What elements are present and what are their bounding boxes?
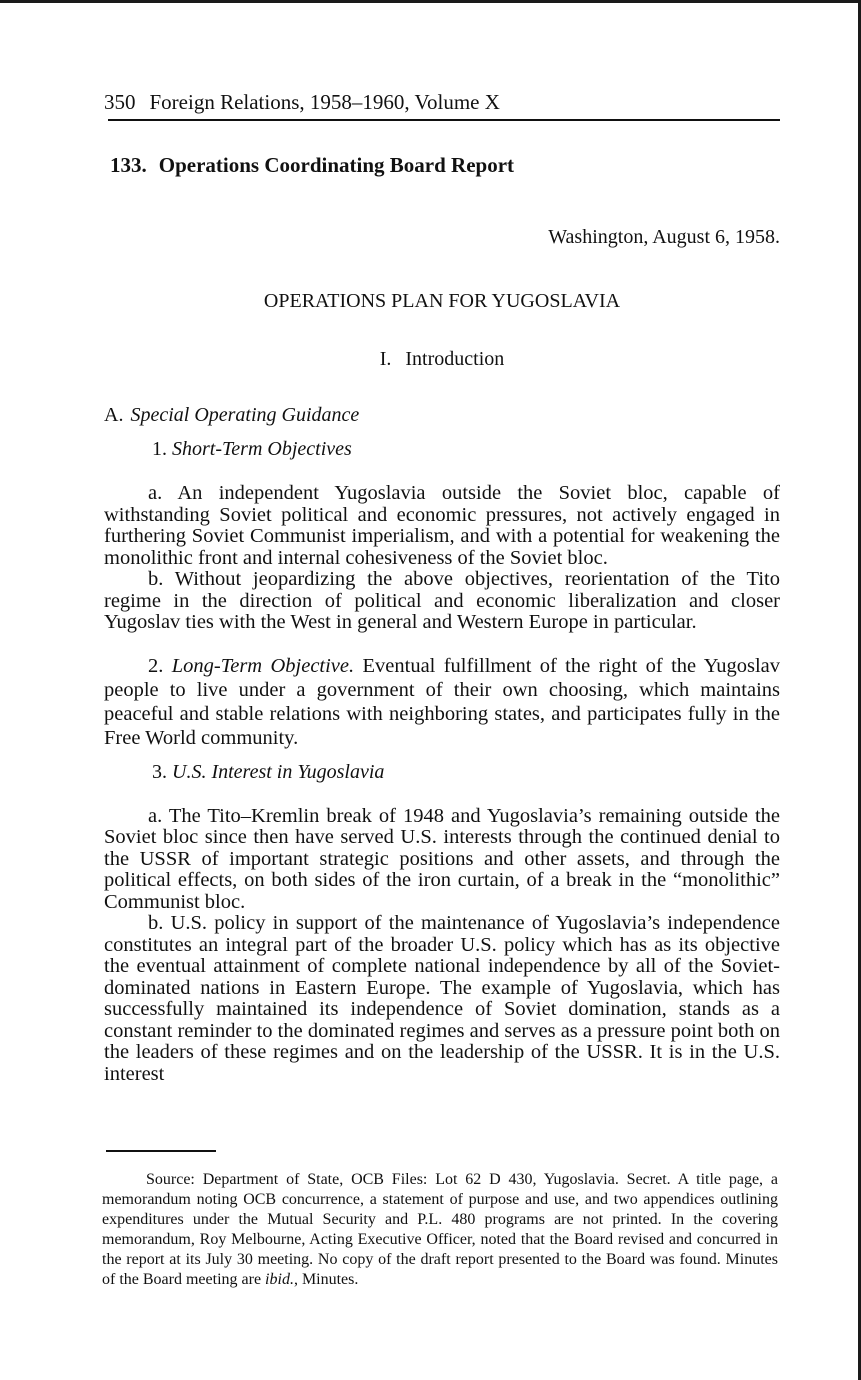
objective-1-heading — [152, 435, 780, 463]
objective-1-paragraph-a: a. An independent Yugoslavia outside the Soviet bloc, capable of withstanding Soviet political and economic pressures, not actively engaged in furthering Soviet Communist imperialism, and with a potential for weakening the monolithic front and internal cohesiveness of the Soviet bloc. — [104, 482, 780, 569]
objective-1-title: Short-Term Objectives — [172, 438, 352, 460]
subsection-a-title: Special Operating Guidance — [130, 404, 360, 426]
spacer — [104, 786, 780, 806]
objective-1-paragraph-b: b. Without jeopardizing the above objectives, reorientation of the Tito regime in the direction of political and economic liberalization and closer Yugoslav ties with the West in general and Western Europe in particular. — [104, 568, 780, 633]
document-title: Operations Coordinating Board Report — [158, 153, 515, 177]
volume-title: Foreign Relations, 1958–1960, Volume X — [149, 90, 500, 114]
objective-2-text: Eventual fulfillment of the right of the Yugoslav people to live under a government of their own choosing, which maintains peaceful and stable relations with neighboring states, and participates fully in the Free World community. — [104, 654, 781, 749]
source-footnote — [102, 1170, 778, 1290]
objective-1-label: 1. — [152, 438, 167, 460]
spacer — [104, 463, 780, 483]
page-body — [104, 86, 780, 1085]
document-number: 133. — [110, 153, 147, 177]
interest-3-label: 3. — [152, 760, 167, 783]
footnote-text: Source: Department of State, OCB Files: Lot 62 D 430, Yugoslavia. Secret. A title page, a memorandum noting OCB concurrence, a statement of purpose and use, and two appendices outlining expenditures under the Mutual Security and P.L. 480 programs are not printed. In the covering memorandum, Roy Melbourne, Acting Executive Officer, noted that the Board revised and concurred in the report at its July 30 meeting. No copy of the draft report presented to the Board was found. Minutes of the Board meeting are — [102, 1171, 778, 1288]
section-roman: I. — [379, 348, 392, 370]
document-heading — [110, 151, 780, 179]
footnote-ibid: ibid. — [265, 1271, 294, 1288]
objective-2-title: Long-Term Objective. — [171, 654, 355, 677]
objective-2-label: 2. — [148, 654, 164, 677]
objective-2-paragraph — [104, 654, 780, 750]
section-heading — [104, 345, 780, 373]
header-rule — [108, 119, 780, 121]
section-title: Introduction — [405, 348, 505, 370]
page-number: 350 — [104, 90, 136, 114]
interest-3-title: U.S. Interest in Yugoslavia — [172, 760, 385, 783]
spacer — [104, 634, 780, 654]
footnote-text-end: , Minutes. — [293, 1271, 359, 1288]
interest-3-paragraph-b: b. U.S. policy in support of the maintenance of Yugoslavia’s independence constitutes an integral part of the broader U.S. policy which has as its objective the eventual attainment of complete national independence by all of the Soviet-dominated nations in Eastern Europe. The example of Yugoslavia, which has successfully maintained its independence of Soviet domination, stands as a constant reminder to the dominated regimes and serves as a pressure point both on the leaders of these regimes and on the leadership of the USSR. It is in the U.S. interest — [104, 912, 780, 1085]
interest-3-paragraph-a: a. The Tito–Kremlin break of 1948 and Yugoslavia’s remaining outside the Soviet bloc since then have served U.S. interests through the continued denial to the USSR of important strategic positions and other assets, and through the political effects, on both sides of the iron curtain, of a break in the “monolithic” Communist bloc. — [104, 804, 780, 913]
page-top-edge — [0, 0, 861, 3]
running-head — [104, 86, 780, 118]
dateline: Washington, August 6, 1958. — [548, 226, 780, 248]
subsection-a-heading — [104, 401, 780, 429]
plan-title: OPERATIONS PLAN FOR YUGOSLAVIA — [263, 290, 621, 312]
subsection-a-label: A. — [104, 404, 124, 426]
interest-3-heading — [152, 758, 780, 786]
footnote-rule — [106, 1150, 216, 1152]
